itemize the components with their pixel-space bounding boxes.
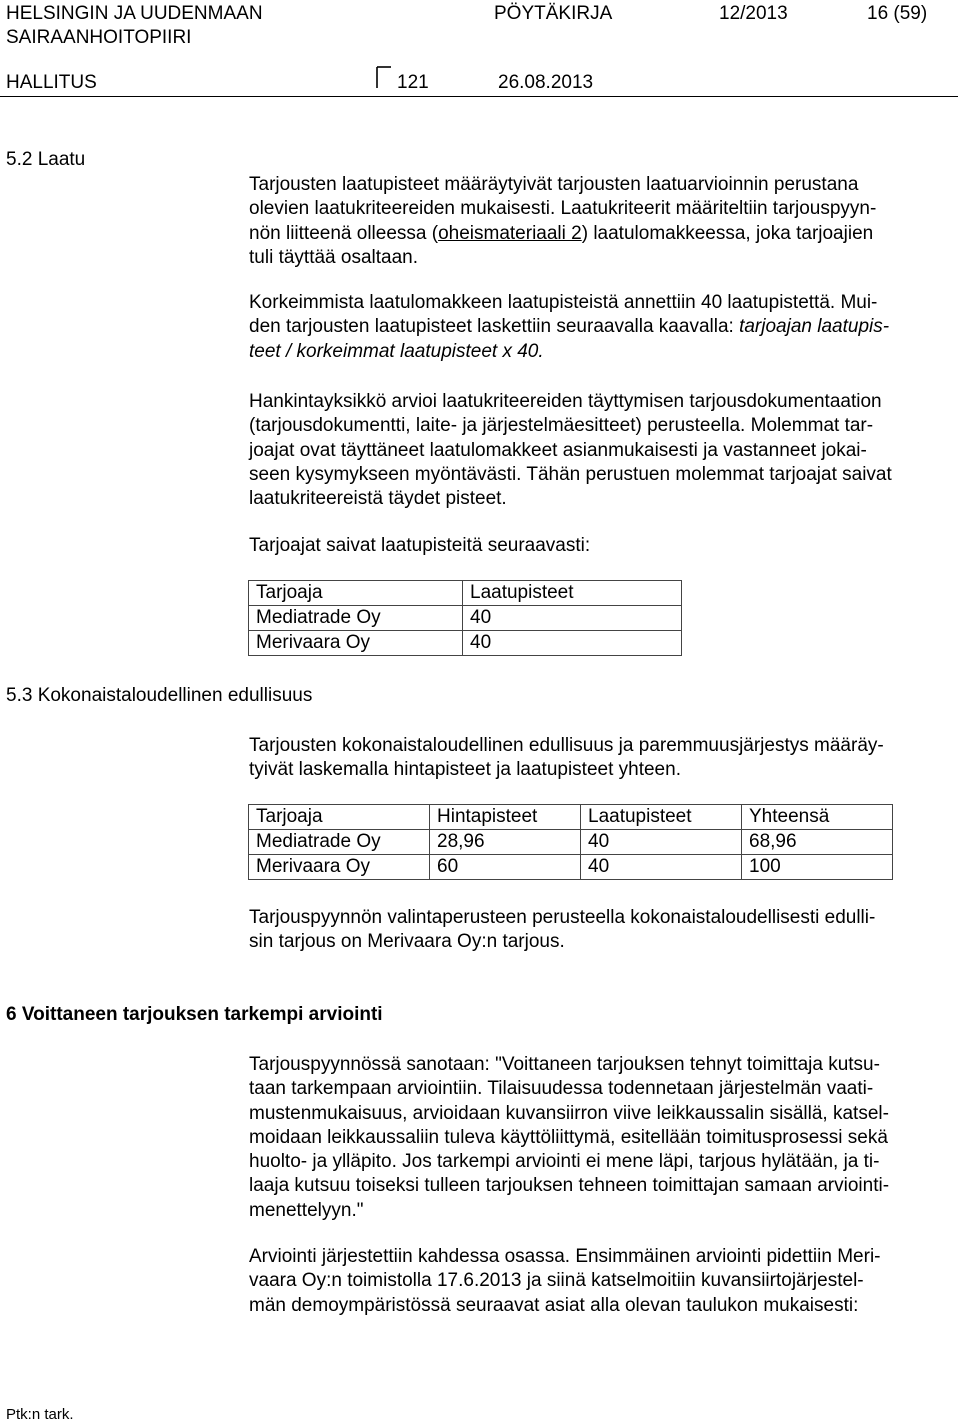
governing-body: HALLITUS (6, 72, 97, 93)
table-header-cell: Laatupisteet (463, 581, 682, 606)
text-line: Tarjousten kokonaistaloudellinen edullisuus ja paremmuusjärjestys määräy- (249, 735, 884, 756)
table-row (249, 631, 682, 656)
text-line: tyivät laskemalla hintapisteet ja laatupisteet yhteen. (249, 759, 681, 781)
table-cell: 60 (430, 855, 581, 880)
table-cell: 28,96 (430, 830, 581, 855)
text-fragment: den tarjousten laatupisteet laskettiin seuraavalla kaavalla: (249, 316, 740, 338)
section-5-2-paragraph-1 (249, 173, 954, 270)
table-header-cell: Yhteensä (742, 805, 893, 830)
doc-type: PÖYTÄKIRJA (494, 3, 613, 24)
header-divider (0, 96, 958, 97)
section-6-paragraph-2 (249, 1245, 954, 1318)
section-6-heading: 6 Voittaneen tarjouksen tarkempi arviointi (6, 1004, 383, 1025)
section-5-3-heading: 5.3 Kokonaistaloudellinen edullisuus (6, 685, 313, 706)
text-line: Korkeimmista laatulomakkeen laatupisteistä annettiin 40 laatupistettä. Mui- (249, 292, 878, 313)
section-mark-icon (375, 66, 392, 89)
text-line: (tarjousdokumentti, laite- ja järjestelmäesitteet) perusteella. Molemmat tar- (249, 415, 874, 437)
text-line: Arviointi järjestettiin kahdessa osassa. Ensimmäinen arviointi pidettiin Meri- (249, 1246, 881, 1267)
text-line: joajat ovat täyttäneet laatulomakkeet asianmukaisesti ja vastanneet jokai- (249, 439, 867, 461)
table-header-cell: Tarjoaja (249, 805, 430, 830)
org-name-line1: HELSINGIN JA UUDENMAAN (6, 3, 263, 24)
formula-text: teet / korkeimmat laatupisteet x 40. (249, 340, 544, 362)
section-5-2-heading: 5.2 Laatu (6, 149, 86, 170)
footer-checker-note: Ptk:n tark. (6, 1406, 74, 1423)
formula-text: tarjoajan laatupis- (739, 316, 890, 338)
section-5-2-paragraph-3 (249, 390, 954, 511)
doc-number: 12/2013 (719, 3, 788, 24)
section-5-2-paragraph-2 (249, 291, 954, 364)
section-5-3-paragraph-1 (249, 734, 954, 783)
text-line: sin tarjous on Merivaara Oy:n tarjous. (249, 931, 565, 953)
text-line: laaja kutsuu toiseksi tulleen tarjouksen tehneen toimittajan samaan arviointi- (249, 1175, 890, 1197)
table-cell: 40 (581, 855, 742, 880)
text-line: taan tarkempaan arviointiin. Tilaisuudessa todennetaan järjestelmän vaati- (249, 1078, 874, 1100)
table-cell: 68,96 (742, 830, 893, 855)
text-line: seen kysymykseen myöntävästi. Tähän perustuen molemmat tarjoajat saivat (249, 463, 892, 485)
text-line (249, 340, 954, 364)
text-line: vaara Oy:n toimistolla 17.6.2013 ja siinä katselmoitiin kuvansiirtojärjestel- (249, 1270, 864, 1292)
page-number: 16 (59) (867, 3, 928, 24)
section-number: 121 (397, 72, 429, 93)
text-line: Tarjouspyynnössä sanotaan: "Voittaneen tarjouksen tehnyt toimittaja kutsu- (249, 1054, 880, 1075)
total-points-table (248, 804, 893, 880)
table-header-cell: Laatupisteet (581, 805, 742, 830)
section-5-2-paragraph-4 (249, 534, 954, 558)
text-line (249, 315, 954, 339)
text-fragment: nön liitteenä olleessa ( (249, 222, 439, 244)
text-line: huolto- ja ylläpito. Jos tarkempi arviointi ei mene läpi, tarjous hylätään, ja ti- (249, 1151, 880, 1173)
text-fragment: ) laatulomakkeessa, joka tarjoajien (581, 222, 874, 244)
text-line (249, 222, 954, 246)
text-line: män demoympäristössä seuraavat asiat alla olevan taulukon mukaisesti: (249, 1294, 859, 1316)
org-name-line2: SAIRAANHOITOPIIRI (6, 27, 192, 48)
table-row (249, 606, 682, 631)
text-line: Tarjoajat saivat laatupisteitä seuraavasti: (249, 535, 591, 556)
text-line: tuli täyttää osaltaan. (249, 246, 418, 268)
text-line: Tarjousten laatupisteet määräytyivät tarjousten laatuarvioinnin perustana (249, 174, 859, 195)
quality-points-table (248, 580, 682, 656)
attachment-link[interactable]: oheismateriaali 2 (438, 222, 582, 244)
table-cell: Merivaara Oy (249, 855, 430, 880)
table-header-cell: Hintapisteet (430, 805, 581, 830)
table-header-cell: Tarjoaja (249, 581, 463, 606)
section-6-paragraph-1 (249, 1053, 954, 1223)
table-cell: 40 (463, 606, 682, 631)
table-header-row (249, 805, 893, 830)
table-cell: Merivaara Oy (249, 631, 463, 656)
table-header-row (249, 581, 682, 606)
table-cell: Mediatrade Oy (249, 830, 430, 855)
table-cell: 40 (463, 631, 682, 656)
table-row (249, 855, 893, 880)
text-line: olevien laatukriteereiden mukaisesti. Laatukriteerit määriteltiin tarjouspyyn- (249, 198, 877, 220)
meeting-date: 26.08.2013 (498, 72, 594, 93)
text-line: laatukriteereistä täydet pisteet. (249, 488, 507, 510)
table-cell: 40 (581, 830, 742, 855)
text-line: menettelyyn." (249, 1199, 364, 1221)
table-row (249, 830, 893, 855)
text-line: moidaan leikkaussaliin tuleva käyttöliittymä, esitellään toimitusprosessi sekä (249, 1126, 888, 1148)
text-line: Hankintayksikkö arvioi laatukriteereiden täyttymisen tarjousdokumentaation (249, 391, 882, 412)
section-5-3-paragraph-2 (249, 906, 954, 955)
text-line: Tarjouspyynnön valintaperusteen perusteella kokonaistaloudellisesti edulli- (249, 907, 876, 928)
table-cell: Mediatrade Oy (249, 606, 463, 631)
text-line: mustenmukaisuus, arvioidaan kuvansiirron viive leikkaussalin sisällä, katsel- (249, 1102, 889, 1124)
table-cell: 100 (742, 855, 893, 880)
